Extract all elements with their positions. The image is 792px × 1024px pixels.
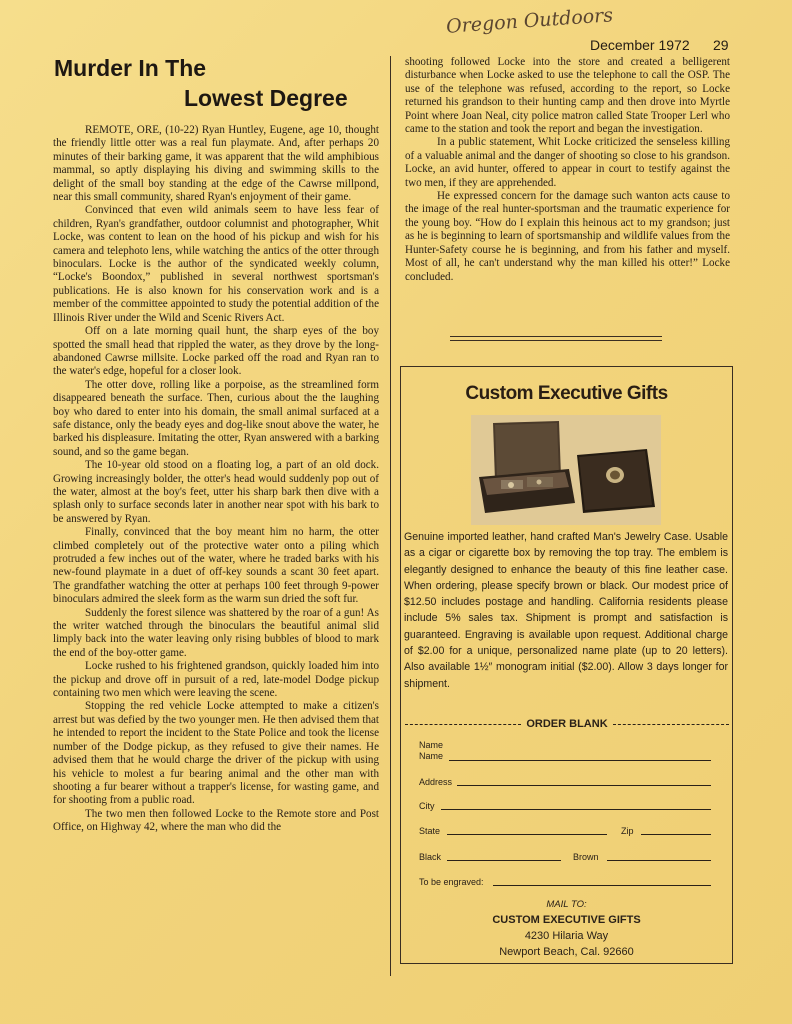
article-paragraph: Stopping the red vehicle Locke attempted to make a citizen's arrest but was defied by the two younger men. He then advised them that he intended to report the incident to the State Police and took the license number of the Dodge pickup, as they refused to give their names. He advised them that he would charge the driver of the pickup with using his vehicle to molest a fur bearing animal and the other man with shooting a fur bearer without a trapper's license, for wasting game, and for shooting from a public road. bbox=[53, 700, 379, 807]
engraving-field[interactable] bbox=[493, 885, 711, 886]
dashed-rule bbox=[405, 724, 521, 725]
article-paragraph: He expressed concern for the damage such wanton acts cause to the image of the real hunter-sportsman and the traumatic experience for the young boy. “How do I explain this heinous act to my grandson; just as he is beginning to learn of sportsmanship and wildlife values from the Hunter-Safety course he is beginning, and from his father and myself. Most of all, he can't understand why the man killed his otter!” Locke concluded. bbox=[405, 190, 730, 283]
column-divider bbox=[390, 56, 391, 976]
address-field[interactable] bbox=[457, 785, 711, 786]
company-name: CUSTOM EXECUTIVE GIFTS bbox=[492, 914, 641, 926]
brown-option-label: Brown bbox=[573, 852, 599, 862]
dashed-rule bbox=[613, 724, 729, 725]
article-paragraph: Convinced that even wild animals seem to have less fear of children, Ryan's grandfather, outdoor columnist and photographer, Whit Locke, was content to lean on the hood of his pickup and wish for his camera and telephoto lens, while watching the antics of the otter through binoculars. Locke is the author of the syndicated weekly column, “Locke's Boondox,” published in several northwest sportsman's publications. He is also known for his conservation work and is a member of the committee appointed to study the potential addition of the Illinois River under the Wild and Scenic Rivers Act. bbox=[53, 204, 379, 324]
order-blank-header bbox=[405, 718, 729, 730]
company-city: Newport Beach, Cal. 92660 bbox=[499, 946, 634, 958]
page-number: 29 bbox=[713, 37, 729, 53]
state-field[interactable] bbox=[447, 834, 607, 835]
engraving-label: To be engraved: bbox=[419, 877, 484, 887]
article-paragraph: The 10-year old stood on a floating log, a part of an old dock. Growing increasingly bolder, the otter's head would suddenly pop out of the water, almost at the boy's feet, utter his sharp bark then dive with a splash only to surface seconds later in another near spot with his bark to be answered by Ryan. bbox=[53, 459, 379, 525]
address-label: Address bbox=[419, 777, 453, 787]
ad-title: Custom Executive Gifts bbox=[465, 383, 668, 404]
article-paragraph: shooting followed Locke into the store and created a belligerent disturbance when Locke asked to use the telephone to call the OSP. The use of the telephone was refused, according to the report, so Locke returned his grandson to their hunting camp and then drove into Myrtle Point where Joan Neal, city police matron called State Trooper Lerl who came to the station and took the report and began the investigation. bbox=[405, 56, 730, 136]
article-end-rule bbox=[450, 336, 662, 341]
brown-quantity-field[interactable] bbox=[607, 860, 711, 861]
issue-date: December 1972 bbox=[590, 37, 690, 53]
article-title-line-1: Murder In The bbox=[54, 55, 207, 81]
advertisement-box bbox=[400, 366, 733, 964]
article-left-column bbox=[53, 124, 379, 974]
article-paragraph: REMOTE, ORE, (10-22) Ryan Huntley, Eugene, age 10, thought the friendly little otter was a real fun playmate. And, after perhaps 20 minutes of their barking game, it was apparent that the wild amphibious mammal, so aptly displaying his diving and swimming skills to the delight of the small boy standing at the edge of the Cawrse millpond, near this small community, shared Ryan's enjoyment of their game. bbox=[53, 124, 379, 204]
mail-to-label: MAIL TO: bbox=[546, 899, 587, 910]
zip-label: Zip bbox=[621, 826, 634, 836]
article-paragraph: The otter dove, rolling like a porpoise, as the streamlined form disappeared beneath the surface. Then, curious about the the laughing boy who dared to enter into his domain, the small animal surfaced at a safe distance, only the beady eyes and dog-like snout above the water, he barked his displeasure. Imitating the otter, Ryan answered with a barking sound, and so the game began. bbox=[53, 378, 379, 458]
black-option-label: Black bbox=[419, 852, 442, 862]
handwritten-publication-name: Oregon Outdoors bbox=[445, 4, 614, 38]
ad-description: Genuine imported leather, hand crafted Man's Jewelry Case. Usable as a cigar or cigarette box by removing the top tray. The emblem is elegantly designed to enhance the beauty of this fine leather case. When ordering, please specify brown or black. Our modest price of $12.50 includes postage and handling. California residents please include 5% sales tax. Shipment is prompt and satisfaction is guaranteed. Engraving is available upon request. Additional charge of $2.00 for a unique, personalized name plate (up to 20 letters). Also available 1½″ monogram initial ($2.00). Allow 3 days longer for shipment. bbox=[404, 531, 728, 690]
jewelry-case-photo bbox=[471, 415, 661, 525]
company-street: 4230 Hilaria Way bbox=[524, 930, 609, 942]
article-paragraph: In a public statement, Whit Locke criticized the senseless killing of a valuable animal and the danger of shooting so close to his grandson. Locke, an avid hunter, offered to appear in court to testify against the two men, if they are apprehended. bbox=[405, 136, 730, 189]
city-label: City bbox=[419, 801, 435, 811]
article-paragraph: Off on a late morning quail hunt, the sharp eyes of the boy spotted the small head that rippled the water, as they drove by the long-abandoned Cawrse millsite. Locke parked off the road and Ryan ran to the water's edge, hopeful for a closer look. bbox=[53, 325, 379, 378]
black-quantity-field[interactable] bbox=[447, 860, 561, 861]
article-paragraph: The two men then followed Locke to the Remote store and Post Office, on Highway 42, where the man who did the bbox=[53, 807, 379, 834]
name-label-top: Name bbox=[419, 740, 444, 750]
state-label: State bbox=[419, 826, 441, 836]
article-paragraph: Suddenly the forest silence was shattered by the roar of a gun! As the writer watched through the binoculars the beautiful animal slid limply back into the water leaving only rising bubbles of blood to mark the end of the boy-otter game. bbox=[53, 606, 379, 659]
name-field[interactable] bbox=[449, 760, 711, 761]
article-right-column bbox=[405, 56, 730, 326]
zip-field[interactable] bbox=[641, 834, 711, 835]
order-blank-title: ORDER BLANK bbox=[526, 718, 608, 730]
city-field[interactable] bbox=[441, 809, 711, 810]
article-paragraph: Finally, convinced that the boy meant him no harm, the otter climbed completely out of the protective water onto a piling which protruded a few inches out of the water, where he traded barks with his new-found playmate in a duet of off-key sounds a scant 30 feet apart. The grandfather watching the otter at perhaps 100 feet through 9-power binoculars admired the sleek form as the warm sun dried the soft fur. bbox=[53, 526, 379, 606]
article-paragraph: Locke rushed to his frightened grandson, quickly loaded him into the pickup and drove off in pursuit of a red, late-model Dodge pickup containing two men which were leaving the scene. bbox=[53, 660, 379, 700]
article-title-line-2: Lowest Degree bbox=[184, 85, 348, 111]
name-label: Name bbox=[419, 751, 444, 761]
